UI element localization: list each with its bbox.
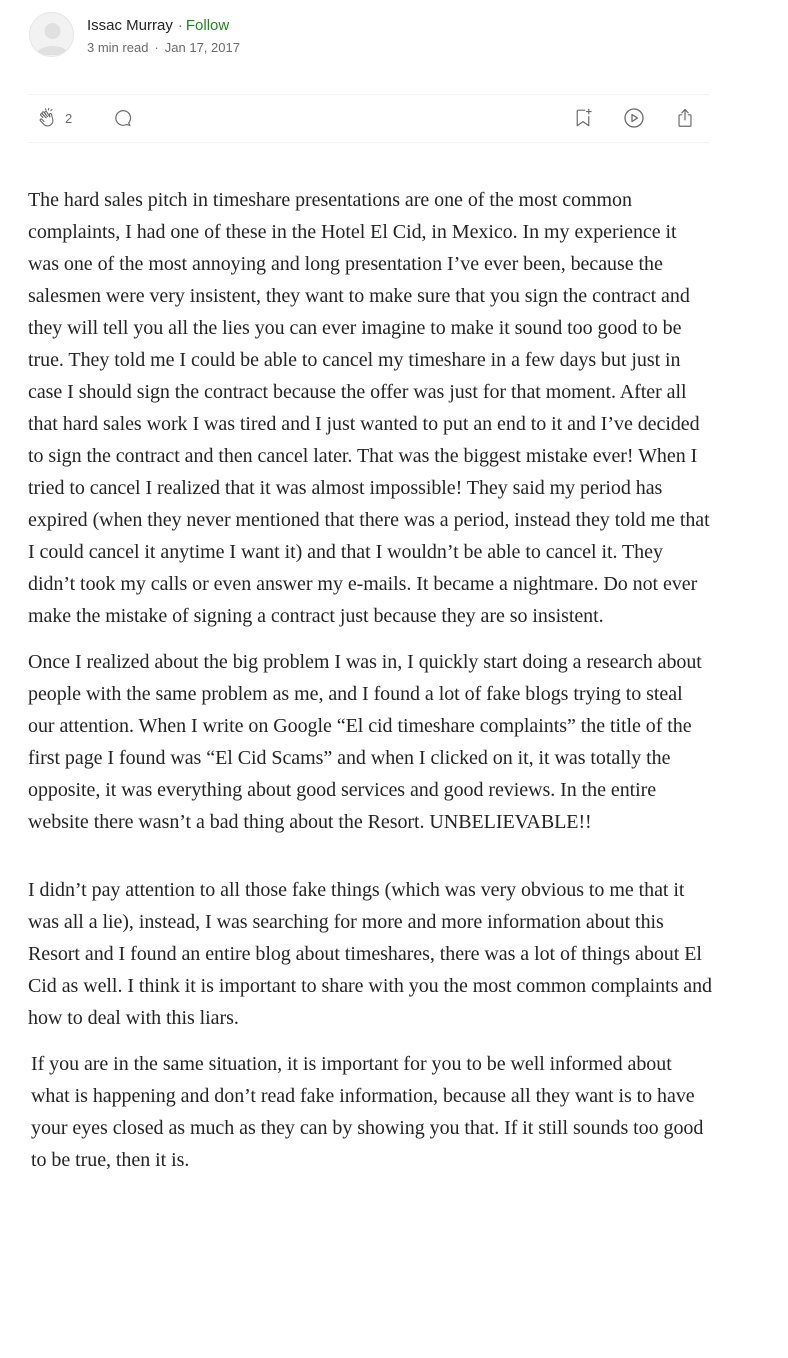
publish-date: Jan 17, 2017	[164, 40, 240, 55]
user-avatar-icon	[30, 13, 74, 57]
comment-icon	[112, 107, 134, 129]
clap-button[interactable]	[37, 106, 72, 130]
follow-button[interactable]: Follow	[185, 17, 230, 34]
article-paragraph: I didn’t pay attention to all those fake things (which was very obvious to me that it was all a lie), instead, I was searching for more and more information about this Resort and I found an entire blog about timeshares, there was a lot of things about El Cid as well. I think it is important to share with you the most common complaints and how to deal with this liars.	[28, 879, 713, 1029]
read-time: 3 min read	[87, 40, 149, 55]
article-paragraph: Once I realized about the big problem I was in, I quickly start doing a research about people with the same problem as me, and I found a lot of fake blogs trying to steal our attention. When I write on Google “El cid timeshare complaints” the title of the first page I found was “El Cid Scams” and when I clicked on it, it was totally the opposite, it was everything about good services and good reviews. In the entire website there wasn’t a bad thing about the Resort. UNBELIEVABLE!!	[28, 651, 702, 833]
date-separator-dot: ·	[154, 40, 159, 55]
play-icon	[622, 106, 646, 130]
save-button[interactable]	[572, 106, 594, 130]
bookmark-icon	[572, 107, 594, 129]
avatar[interactable]	[29, 12, 74, 57]
author-meta	[87, 16, 240, 57]
share-icon	[674, 107, 696, 129]
clap-count: 2	[65, 110, 73, 126]
article-paragraph: The hard sales pitch in timeshare presentations are one of the most common complaints, I had one of these in the Hotel El Cid, in Mexico. In my experience it was one of the most annoying and long presentation I’ve ever been, because the salesmen were very insistent, they want to make sure that you sign the contract and they will tell you all the lies you can ever imagine to make it sound too good to be true. They told me I could be able to cancel my timeshare in a few days but just in case I should sign the contract because the offer was just for that moment. After all that hard sales work I was tired and I just wanted to put an end to it and I’ve decided to sign the contract and then cancel later. That was the biggest mistake ever! When I tried to cancel I realized that it was almost impossible! They said my period has expired (when they never mentioned that there was a period, instead they told me that I could cancel it anytime I want it) and that I wouldn’t be able to cancel it. They didn’t took my calls or even answer my e-mails. It became a nightmare. Do not ever make the mistake of signing a contract just because they are so insistent.	[28, 189, 710, 627]
clap-icon	[37, 107, 59, 129]
share-button[interactable]	[674, 106, 696, 130]
article-body	[28, 184, 712, 1190]
article-paragraph: If you are in the same situation, it is important for you to be well informed about what is happening and don’t read fake information, because all they want is to have your eyes closed as much as they can by showing you that. If it still sounds too good to be true, then it is.	[31, 1053, 704, 1171]
post-meta	[87, 39, 240, 57]
action-bar	[28, 94, 709, 143]
separator-dot: ·	[177, 17, 183, 34]
listen-button[interactable]	[622, 106, 646, 130]
author-name[interactable]: Issac Murray	[87, 17, 173, 34]
author-name-line	[87, 16, 240, 36]
comment-button[interactable]	[112, 106, 134, 130]
